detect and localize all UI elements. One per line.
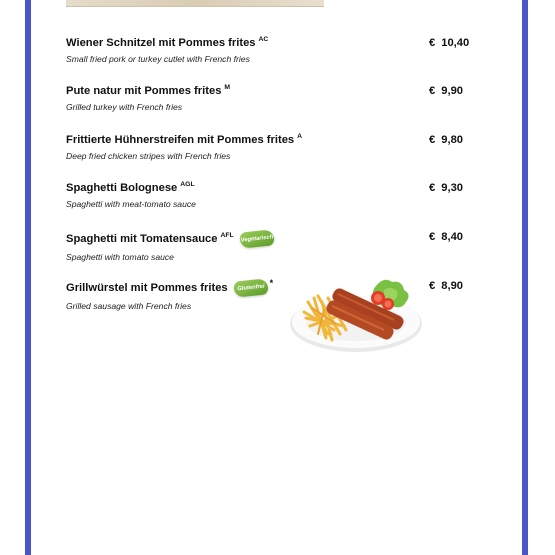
item-description: Grilled turkey with French fries xyxy=(66,102,183,112)
page-border-left xyxy=(25,0,31,555)
item-description: Grilled sausage with French fries xyxy=(66,301,192,311)
item-description: Spaghetti with meat-tomato sauce xyxy=(66,199,196,209)
item-price: € 9,90 xyxy=(429,85,464,97)
item-description: Small fried pork or turkey cutlet with French fries xyxy=(66,54,250,64)
currency-symbol: € xyxy=(429,280,436,292)
header-image-strip xyxy=(66,0,324,7)
item-description: Spaghetti with tomato sauce xyxy=(66,252,174,262)
item-price: € 9,30 xyxy=(429,182,464,194)
allergen-codes: A xyxy=(297,132,303,140)
currency-symbol: € xyxy=(429,85,436,97)
item-price: € 10,40 xyxy=(429,37,470,49)
allergen-codes: AFL xyxy=(220,231,234,239)
page-border-right xyxy=(522,0,528,555)
menu-item xyxy=(66,37,486,64)
currency-symbol: € xyxy=(429,182,436,194)
item-description: Deep fried chicken stripes with French fries xyxy=(66,151,231,161)
currency-symbol: € xyxy=(429,231,436,243)
menu-item xyxy=(66,85,486,112)
item-name: Pute natur mit Pommes frites xyxy=(66,85,222,97)
footnote-mark: * xyxy=(269,278,274,288)
menu-item xyxy=(66,231,486,262)
item-name: Spaghetti mit Tomatensauce xyxy=(66,233,218,245)
item-name: Grillwürstel mit Pommes frites xyxy=(66,282,228,294)
allergen-codes: M xyxy=(224,83,231,91)
currency-symbol: € xyxy=(429,134,436,146)
item-price: € 8,40 xyxy=(429,231,464,243)
allergen-codes: AC xyxy=(258,35,269,43)
sausage-fries-plate-icon xyxy=(288,268,424,354)
item-name: Spaghetti Bolognese xyxy=(66,182,178,194)
vegetarian-badge-icon: Vegetarisch xyxy=(239,229,274,248)
menu-item xyxy=(66,182,486,209)
allergen-codes: AGL xyxy=(180,180,195,188)
item-name: Wiener Schnitzel mit Pommes frites xyxy=(66,37,256,49)
item-price: € 9,80 xyxy=(429,134,464,146)
currency-symbol: € xyxy=(429,37,436,49)
food-photo xyxy=(288,268,424,354)
glutenfree-badge-icon: Glutenfrei xyxy=(233,278,268,297)
item-name: Frittierte Hühnerstreifen mit Pommes frites xyxy=(66,134,295,146)
item-price: € 8,90 xyxy=(429,280,464,292)
menu-item xyxy=(66,134,486,161)
